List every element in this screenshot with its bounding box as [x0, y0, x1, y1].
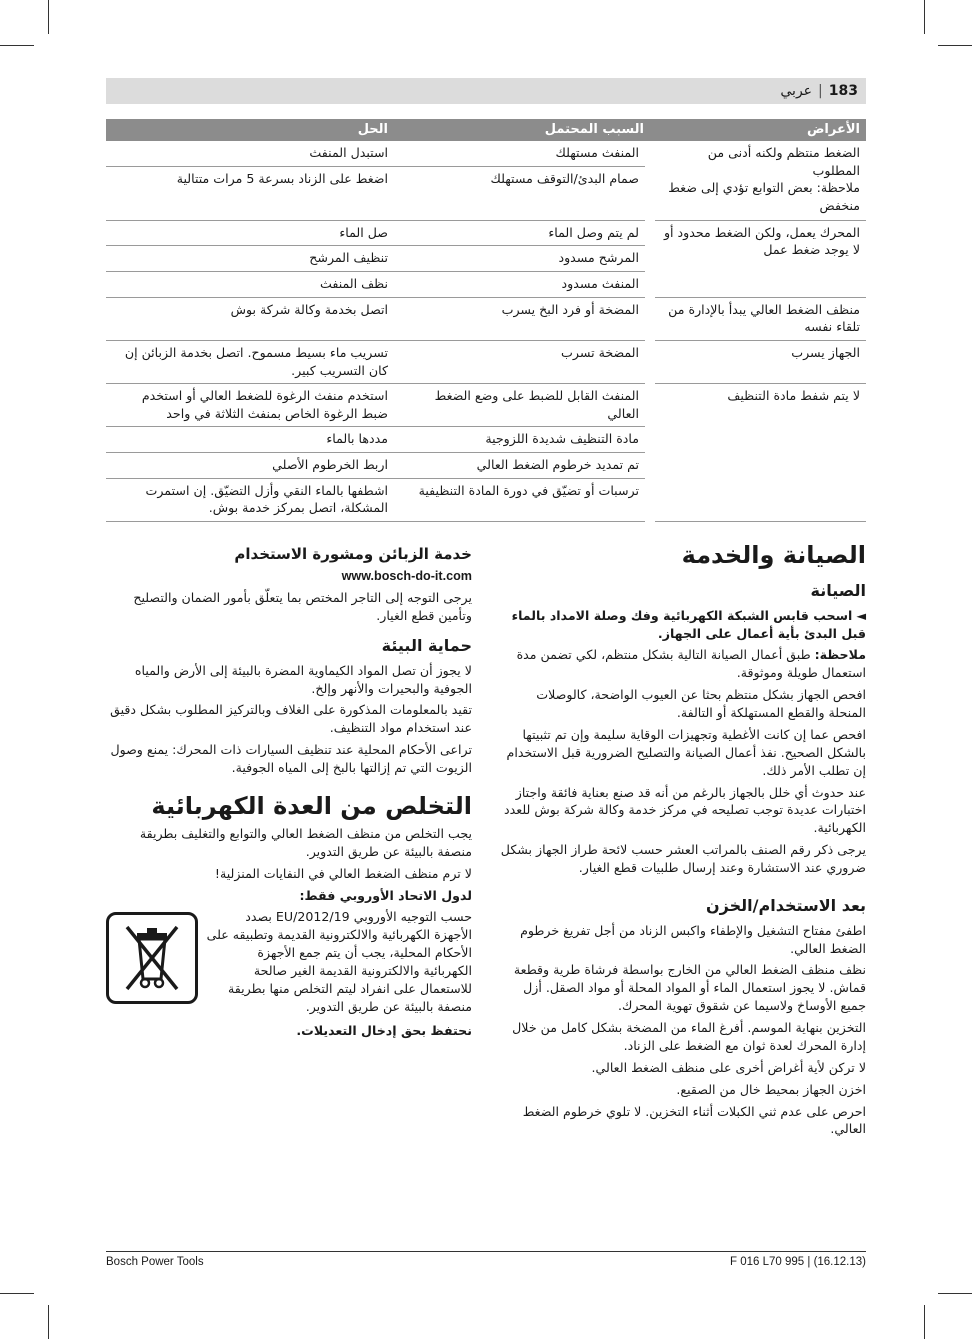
website-link[interactable]: www.bosch-do-it.com [341, 569, 472, 584]
paragraph: يجب التخلص من منظف الضغط العالي والتوابع والتغليف بطريقة منصفة بالبيئة عن طريق التدوير. [139, 825, 472, 859]
solution-cell: اتصل بخدمة وكالة شركة بوش [106, 297, 394, 340]
cause-cell: صمام البدئ/التوقف مستهلك [394, 166, 650, 220]
cause-cell: لم يتم وصل الماء [394, 220, 650, 246]
cause-cell: ترسبات أو تضيّق في دورة المادة التنظيفية [394, 478, 650, 521]
reservation-note: نحتفظ بحق إدخال التعديلات. [296, 1022, 472, 1038]
symptom-cell: الضغط منتظم ولكنه أدنى من المطلوب ملاحظة: بعض التوابع تؤدي إلى ضغط منخفض [650, 141, 866, 220]
crop-mark [48, 0, 49, 34]
header-cause: السبب المحتمل [394, 119, 650, 141]
paragraph: تقيد بالمعلومات المذكورة على الغلاف وبالتركيز المطلوب بشكل دقيق عند استخدام مواد التنظيف. [110, 702, 472, 736]
footer-doc-id: F 016 L70 995 | (16.12.13) [730, 1256, 866, 1268]
language-label: عربي [780, 83, 813, 99]
disposal-title: التخلص من العدة الكهربائية [151, 791, 472, 820]
paragraph: افحص الجهاز بشكل منتظم بحثا عن العيوب الواضحة، كالوصلات المنحلة والقطع المستهلكة أو التالفة. [536, 687, 866, 721]
footer-divider [106, 1251, 866, 1252]
paragraph: عند حدوث أي خلل بالجهاز بالرغم من أنه قد صنع بعناية فائقة واجتاز اختبارات عديدة توجب تصليحه في مركز خدمة وكالة شركة بوش للعدد الكهربائية. [504, 784, 866, 836]
note-paragraph: ملاحظة: طبق أعمال الصيانة التالية بشكل منتظم، لكي تضمن مدة استعمال طويلة وموثوقة. [516, 647, 866, 681]
solution-cell: صل الماء [106, 220, 394, 246]
safety-warning: ◄اسحب قابس الشبكة الكهربائية وفك وصلة الامداد بالماء قبل البدئ بأية أعمال على الجهاز. [511, 607, 866, 641]
symptom-cell: لا يتم شفط مادة التنظيف [650, 384, 866, 522]
warning-arrow-icon: ◄ [856, 607, 866, 623]
paragraph: اخزن الجهاز بمحيط خال من الصقيع. [676, 1081, 866, 1097]
cause-cell: المضخة تسرب [394, 340, 650, 383]
symptom-cell: الجهاز يسرب [650, 340, 866, 383]
solution-cell: تنظيف المرشح [106, 246, 394, 272]
solution-cell: استبدل المنفث [106, 141, 394, 166]
solution-cell: مددها بالماء [106, 427, 394, 453]
cause-cell: المنفث القابل للضبط على وضع الضغط العالي [394, 384, 650, 427]
solution-cell: اضغط على الزناد بسرعة 5 مرات متتالية [106, 166, 394, 220]
paragraph: التخزين بنهاية الموسم. أفرغ الماء من المضخة بشكل كامل من خلال إدارة المحرك لعدة ثوان مع الضغط على الزناد. [512, 1020, 866, 1053]
eu-directive-text: حسب التوجيه الأوروبي 2012/19/EU بصدد الأجهزة الكهربائية والالكترونية القديمة وتطبيقه على الأحكام المحلية، يجب أن يتم جمع الأجهزة الكهربائية والالكترونية القديمة الغير صالحة للاستعمال على انفراد ليتم التخلص منها بطريقة منصفة بالبيئة عن طريق التدوير. [206, 909, 472, 1014]
table-row [106, 384, 866, 427]
paragraph: لا يجوز أن تصل المواد الكيماوية المضرة بالبيئة إلى الأرض والمياه الجوفية والبحيرات والأنهر وإلخ. [134, 662, 472, 696]
crop-mark [924, 1305, 925, 1339]
paragraph: اطفئ مفتاح التشغيل والإطفاء واكبس الزناد من أجل تفريغ خرطوم الضغط العالي. [520, 922, 866, 956]
paragraph: افحص عما إن كانت الأغطية وتجهيزات الوقاية سليمة وإن تم تثبيتها بالشكل الصحيح. نفذ أعمال الصيانة والتصليح الضرورية قبل الاستخدام إن تطلب الأمر ذلك. [506, 726, 866, 778]
header-symptoms: الأعراض [650, 119, 866, 141]
symptom-cell: منظف الضغط العالي يبدأ بالإدارة من تلقاء نفسه [650, 297, 866, 340]
solution-cell: تسريب ماء بسيط مسموح. اتصل بخدمة الزبائن إن كان التسريب كبير. [106, 340, 394, 383]
weee-block [106, 908, 472, 1015]
paragraph: يرجى التوجه إلى التاجر المختص بما يتعلّق بأمور الضمان والتصليح وتأمين قطع الغيار. [133, 590, 472, 624]
crop-mark [938, 45, 972, 46]
crop-mark [0, 45, 34, 46]
page-header [106, 78, 866, 104]
table-row [106, 340, 866, 383]
paragraph: تراعى الأحكام المحلية عند تنظيف السيارات ذات المحرك: يمنع وصول الزيوت التي تم إزالتها بالبخ إلى المياه الجوفية. [110, 742, 472, 776]
maintenance-service-title: الصيانة والخدمة [681, 541, 866, 569]
maintenance-heading: الصيانة [810, 581, 866, 600]
crop-mark [48, 1305, 49, 1339]
eu-heading: لدول الاتحاد الأوروبي فقط: [299, 887, 472, 903]
cause-cell: تم تمديد خرطوم الضغط العالي [394, 453, 650, 479]
maintenance-column [500, 540, 866, 1142]
crop-mark [924, 0, 925, 34]
solution-cell: اربط الخرطوم الأصلي [106, 453, 394, 479]
environment-heading: حماية البيئة [381, 635, 472, 655]
table-row [106, 220, 866, 246]
crop-mark [0, 1293, 34, 1294]
cause-cell: المضخة أو فرد البخ يسرب [394, 297, 650, 340]
cause-cell: المنفث مستهلك [394, 141, 650, 166]
table-row [106, 141, 866, 166]
header-solution: الحل [106, 119, 394, 141]
solution-cell: اشطفها بالماء النقي وأزل التضيّق. إن استمرت المشكلة، اتصل بمركز خدمة بوش. [106, 478, 394, 521]
paragraph: نظف منظف الضغط العالي من الخارج بواسطة فرشاة طرية وقطعة قماش. لا يجوز استعمال الماء أو المواد المحلة أو مواد الصقل. أزل جميع الأوساخ ولاسيما عن شقوق تهوية المحرك. [513, 962, 866, 1014]
cause-cell: المنفث مسدود [394, 272, 650, 298]
customer-service-heading: خدمة الزبائن ومشورة الاستخدام [234, 545, 472, 563]
footer-brand: Bosch Power Tools [106, 1256, 204, 1268]
table-row [106, 297, 866, 340]
header-separator: | [818, 83, 823, 99]
paragraph: احرص على عدم ثني الكبلات أثناء التخزين. لا تلوي خرطوم الضغط العالي. [522, 1103, 866, 1137]
paragraph: لا ترم منظف الضغط العالي في النفايات المنزلية! [214, 865, 472, 881]
cause-cell: مادة التنظيف شديدة اللزوجية [394, 427, 650, 453]
after-use-heading: بعد الاستخدام/الخزن [706, 895, 866, 915]
crop-mark [938, 1293, 972, 1294]
crossed-bin-icon [106, 912, 198, 1004]
troubleshooting-table [106, 119, 866, 522]
symptom-cell: المحرك يعمل، ولكن الضغط محدود أو لا يوجد ضغط عمل [650, 220, 866, 297]
paragraph: يرجى ذكر رقم الصنف بالمراتب العشر حسب لائحة طراز الجهاز بشكل ضروري عند الاستشارة وعند إرسال طلبيات قطع الغيار. [500, 842, 866, 876]
service-column [106, 544, 472, 1044]
solution-cell: استخدم منفث الرغوة للضغط العالي أو استخدم ضبط الرغوة الخاص بمنفث الثلاثة في واحد [106, 384, 394, 427]
paragraph: لا تركن لأية أغراض أخرى على منظف الضغط العالي. [591, 1059, 866, 1075]
solution-cell: نظف المنفث [106, 272, 394, 298]
cause-cell: المرشح مسدود [394, 246, 650, 272]
page-number: 183 [828, 83, 858, 99]
